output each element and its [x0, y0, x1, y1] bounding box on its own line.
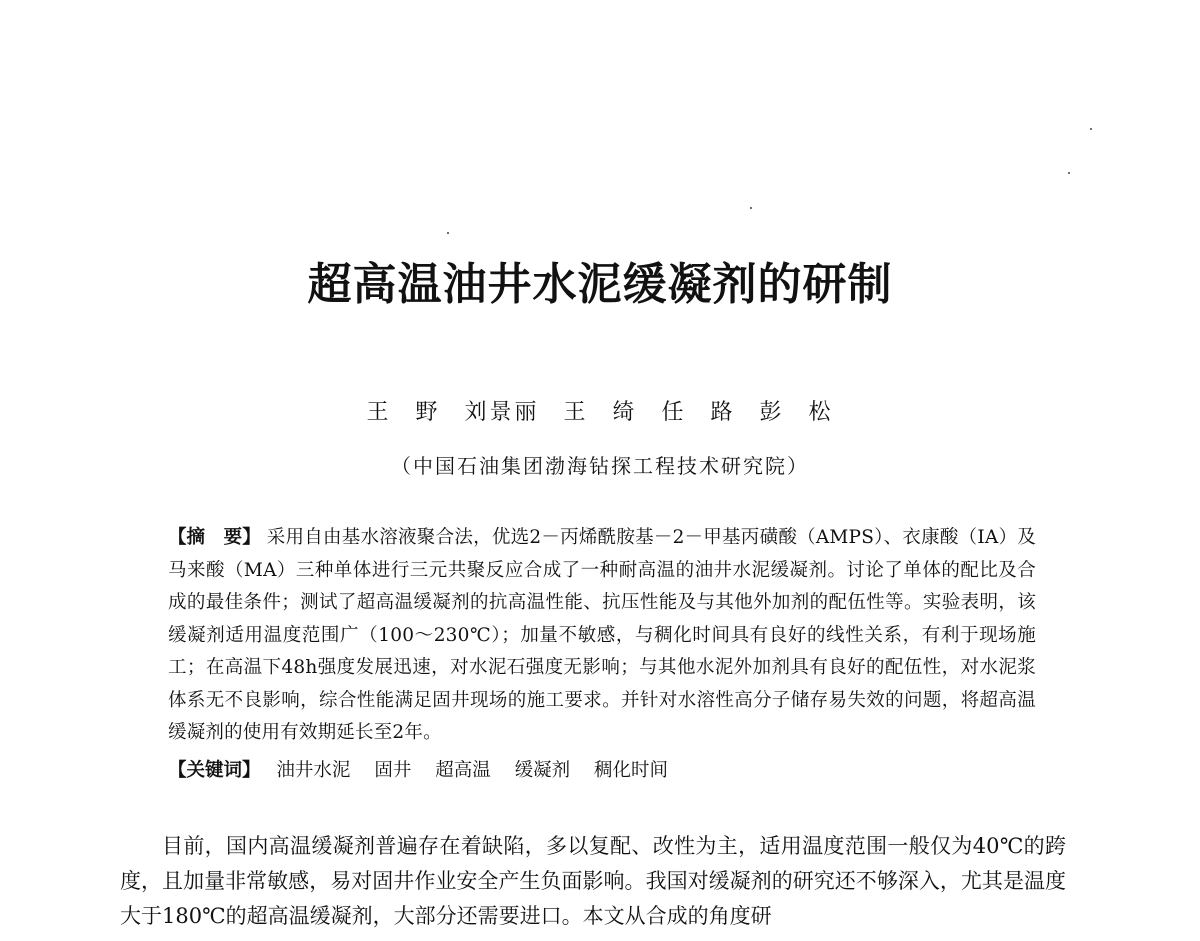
scan-speck: [447, 232, 449, 234]
scan-speck: [750, 207, 752, 209]
abstract: [168, 522, 1036, 750]
keyword: 油井水泥: [276, 760, 351, 781]
keywords-label: 【关键词】: [168, 760, 261, 781]
scan-speck: [1090, 128, 1092, 130]
author-affiliation: （中国石油集团渤海钻探工程技术研究院）: [391, 454, 809, 478]
keyword: 超高温: [435, 760, 491, 781]
keyword: 缓凝剂: [514, 760, 571, 781]
abstract-label: 【摘 要】: [168, 527, 261, 548]
paper-title: 超高温油井水泥缓凝剂的研制: [307, 259, 893, 310]
keyword: 固井: [374, 760, 412, 781]
scan-speck: [1068, 172, 1070, 174]
abstract-text: 采用自由基水溶液聚合法，优选2－丙烯酰胺基－2－甲基丙磺酸（AMPS）、衣康酸（IA）及马来酸（MA）三种单体进行三元共聚反应合成了一种耐高温的油井水泥缓凝剂。讨论了单体的配比及合成的最佳条件；测试了超高温缓凝剂的抗高温性能、抗压性能及与其他外加剂的配伍性等。实验表明，该缓凝剂适用温度范围广（100～230℃）；加量不敏感，与稠化时间具有良好的线性关系，有利于现场施工；在高温下48h强度发展迅速，对水泥石强度无影响；与其他水泥外加剂具有良好的配伍性，对水泥浆体系无不良影响，综合性能满足固井现场的施工要求。并针对水溶性高分子储存易失效的问题，将超高温缓凝剂的使用有效期延长至2年。: [168, 527, 1036, 743]
body-paragraph: 目前，国内高温缓凝剂普遍存在着缺陷，多以复配、改性为主，适用温度范围一般仅为40℃的跨度，且加量非常敏感，易对固井作业安全产生负面影响。我国对缓凝剂的研究还不够深入，尤其是温度大于180℃的超高温缓凝剂，大部分还需要进口。本文从合成的角度研: [120, 834, 1066, 928]
keywords: [168, 756, 1036, 786]
keyword: 稠化时间: [594, 760, 669, 781]
author-list: 王 野 刘景丽 王 绮 任 路 彭 松: [366, 400, 834, 425]
